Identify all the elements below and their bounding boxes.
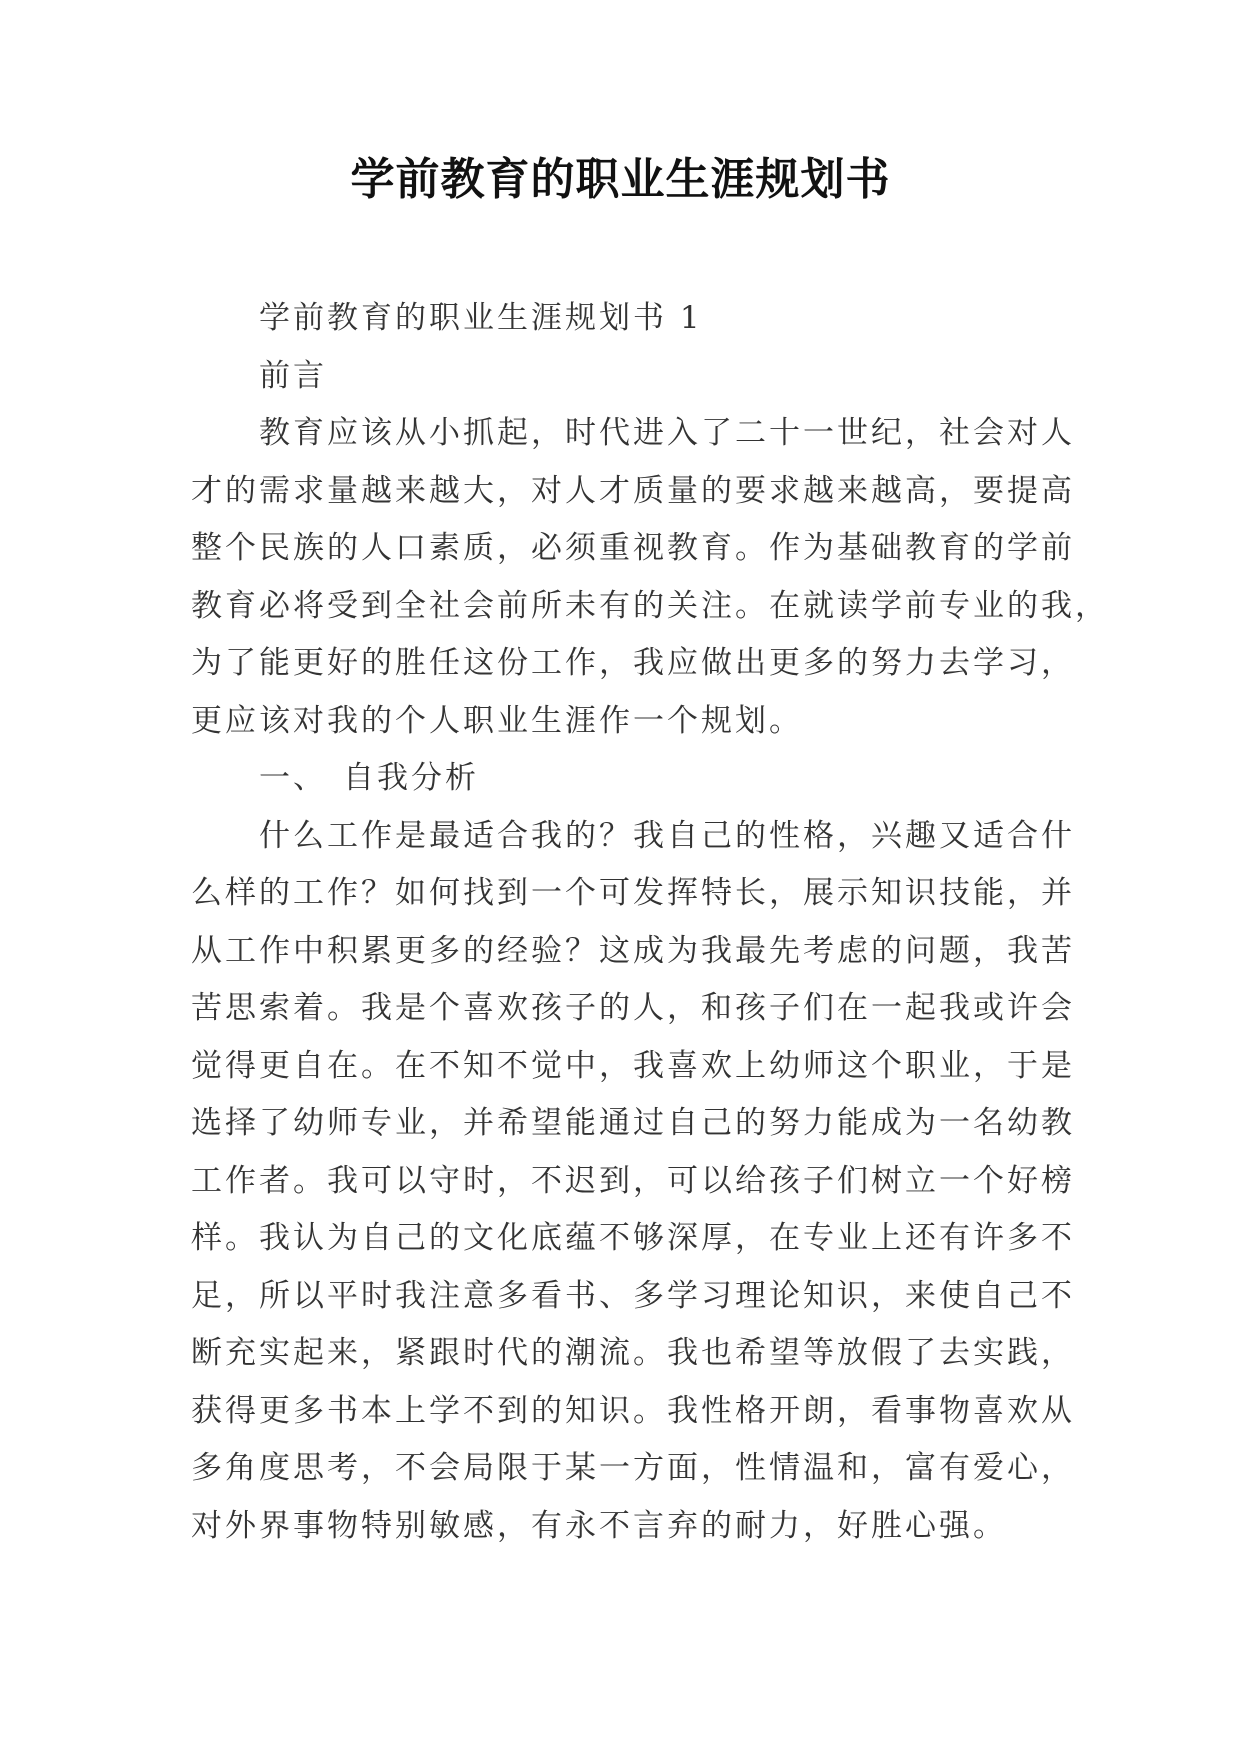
paragraph-line: 样。我认为自己的文化底蕴不够深厚，在专业上还有许多不 — [191, 1220, 1075, 1256]
paragraph-line: 什么工作是最适合我的？我自己的性格，兴趣又适合什 — [259, 817, 1075, 854]
paragraph-line: 才的需求量越来越大，对人才质量的要求越来越高，要提高 — [191, 472, 1075, 509]
section-title: 自我分析 — [343, 760, 479, 796]
subtitle: 学前教育的职业生涯规划书 1 — [259, 300, 703, 336]
paragraph-line: 苦思索着。我是个喜欢孩子的人，和孩子们在一起我或许会 — [191, 990, 1075, 1026]
paragraph-line: 么样的工作？如何找到一个可发挥特长，展示知识技能，并 — [191, 875, 1075, 911]
paragraph-line: 对外界事物特别敏感，有永不言弃的耐力，好胜心强。 — [191, 1507, 1007, 1544]
paragraph-line: 整个民族的人口素质，必须重视教育。作为基础教育的学前 — [191, 530, 1075, 566]
document-title: 学前教育的职业生涯规划书 — [350, 154, 891, 205]
paragraph-line: 从工作中积累更多的经验？这成为我最先考虑的问题，我苦 — [191, 932, 1075, 969]
paragraph-line: 教育应该从小抓起，时代进入了二十一世纪，社会对人 — [259, 415, 1075, 451]
preface-heading: 前言 — [259, 357, 327, 394]
paragraph-line: 获得更多书本上学不到的知识。我性格开朗，看事物喜欢从 — [191, 1392, 1075, 1429]
section-number: 一、 — [259, 760, 327, 796]
paragraph-line: 教育必将受到全社会前所未有的关注。在就读学前专业的我， — [191, 587, 1109, 624]
paragraph-line: 工作者。我可以守时，不迟到，可以给孩子们树立一个好榜 — [191, 1162, 1075, 1199]
paragraph-line: 为了能更好的胜任这份工作，我应做出更多的努力去学习， — [191, 645, 1075, 681]
paragraph-line: 选择了幼师专业，并希望能通过自己的努力能成为一名幼教 — [191, 1105, 1075, 1141]
paragraph-line: 足，所以平时我注意多看书、多学习理论知识，来使自己不 — [191, 1277, 1075, 1314]
section-heading — [191, 750, 1051, 808]
paragraph-line: 觉得更自在。在不知不觉中，我喜欢上幼师这个职业，于是 — [191, 1047, 1075, 1084]
paragraph-line: 更应该对我的个人职业生涯作一个规划。 — [191, 702, 803, 739]
document-body — [191, 290, 1109, 1555]
paragraph-line: 多角度思考，不会局限于某一方面，性情温和，富有爱心， — [191, 1450, 1075, 1486]
paragraph-line: 断充实起来，紧跟时代的潮流。我也希望等放假了去实践， — [191, 1335, 1075, 1371]
